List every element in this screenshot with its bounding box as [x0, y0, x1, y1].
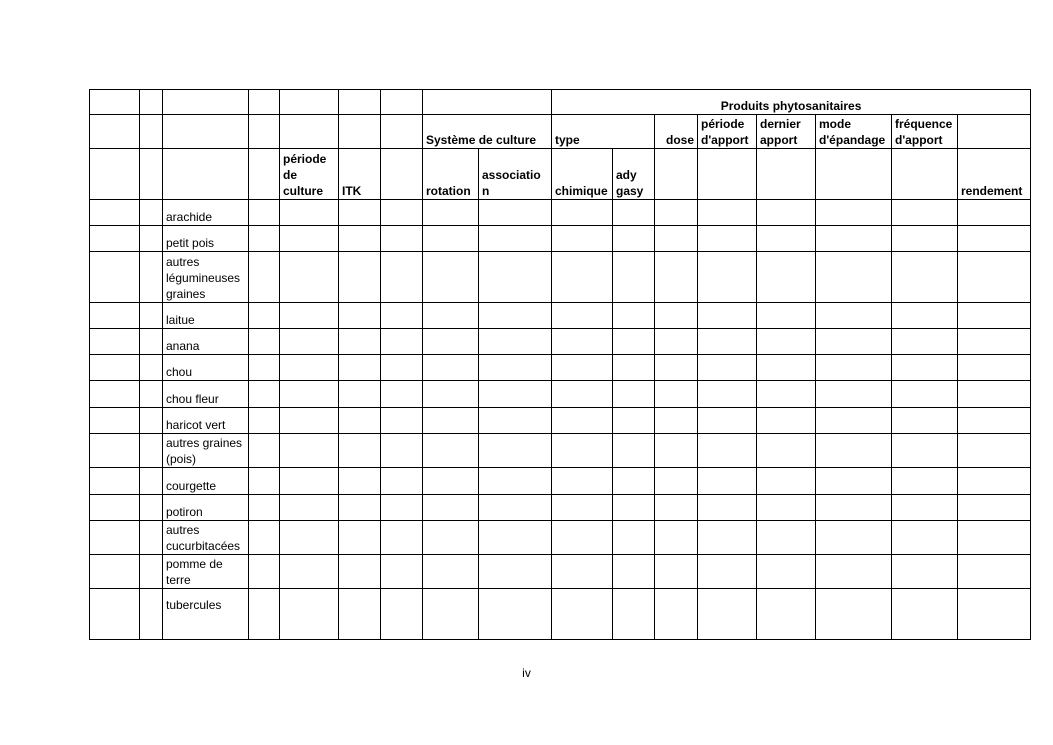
cell	[892, 468, 958, 495]
cell	[552, 408, 613, 434]
cell	[249, 115, 280, 149]
cell	[479, 252, 552, 303]
cell	[613, 434, 655, 468]
cell	[479, 355, 552, 381]
cell	[381, 329, 423, 355]
cell	[163, 115, 249, 149]
cell	[613, 226, 655, 252]
cell	[140, 589, 163, 640]
cell	[958, 115, 1031, 149]
cell	[816, 521, 892, 555]
cell	[280, 355, 339, 381]
header-row-1	[90, 90, 1031, 115]
cell	[613, 329, 655, 355]
cell	[613, 252, 655, 303]
table-row	[90, 495, 1031, 521]
header-ady-gasy: ady gasy	[613, 149, 655, 200]
cell	[140, 226, 163, 252]
cell	[479, 303, 552, 329]
cell	[552, 226, 613, 252]
header-periode-de-culture: période de culture	[280, 149, 339, 200]
cell	[249, 381, 280, 408]
cell	[479, 495, 552, 521]
cell	[816, 434, 892, 468]
cell	[249, 252, 280, 303]
cell	[423, 495, 479, 521]
cell	[958, 521, 1031, 555]
cell	[381, 252, 423, 303]
table-row	[90, 355, 1031, 381]
cell	[140, 381, 163, 408]
cell	[698, 329, 757, 355]
cell	[381, 521, 423, 555]
cell	[90, 555, 140, 589]
cell	[816, 226, 892, 252]
cell	[381, 303, 423, 329]
cell	[613, 555, 655, 589]
cell	[479, 589, 552, 640]
cell	[140, 355, 163, 381]
cell	[655, 381, 698, 408]
cell	[140, 555, 163, 589]
cell	[816, 252, 892, 303]
cell	[90, 303, 140, 329]
cell	[816, 408, 892, 434]
cell	[140, 303, 163, 329]
cell	[339, 252, 381, 303]
cell	[381, 555, 423, 589]
cell	[892, 434, 958, 468]
cell	[757, 226, 816, 252]
cell	[958, 434, 1031, 468]
header-association: association	[479, 149, 552, 200]
cell	[757, 149, 816, 200]
cell	[479, 555, 552, 589]
cell	[423, 468, 479, 495]
cell	[90, 408, 140, 434]
cell	[698, 381, 757, 408]
cell	[552, 521, 613, 555]
crop-name: petit pois	[163, 226, 249, 252]
cell	[613, 495, 655, 521]
cell	[816, 589, 892, 640]
cell	[698, 521, 757, 555]
cell	[698, 149, 757, 200]
cell	[816, 329, 892, 355]
cell	[655, 200, 698, 226]
header-frequence-apport: fréquence d'apport	[892, 115, 958, 149]
header-rotation: rotation	[423, 149, 479, 200]
cell	[280, 303, 339, 329]
cell	[479, 329, 552, 355]
cell	[381, 200, 423, 226]
cell	[339, 468, 381, 495]
cell	[339, 90, 381, 115]
cell	[90, 329, 140, 355]
cell	[140, 90, 163, 115]
cell	[552, 329, 613, 355]
cell	[339, 434, 381, 468]
cell	[892, 589, 958, 640]
cell	[552, 381, 613, 408]
table-row	[90, 303, 1031, 329]
cell	[479, 226, 552, 252]
cell	[698, 408, 757, 434]
cell	[958, 381, 1031, 408]
header-chimique: chimique	[552, 149, 613, 200]
cell	[280, 555, 339, 589]
cell	[958, 303, 1031, 329]
cell	[892, 408, 958, 434]
cell	[892, 149, 958, 200]
crop-name: anana	[163, 329, 249, 355]
cell	[757, 468, 816, 495]
cell	[90, 589, 140, 640]
cell	[280, 381, 339, 408]
cell	[140, 115, 163, 149]
crop-name: haricot vert	[163, 408, 249, 434]
cell	[958, 200, 1031, 226]
cell	[249, 329, 280, 355]
cell	[757, 495, 816, 521]
cell	[479, 468, 552, 495]
cell	[757, 252, 816, 303]
cell	[613, 589, 655, 640]
crop-name: autres cucurbitacées	[163, 521, 249, 555]
cell	[381, 408, 423, 434]
cell	[90, 200, 140, 226]
header-dernier-apport: dernier apport	[757, 115, 816, 149]
table-row	[90, 521, 1031, 555]
cell	[339, 555, 381, 589]
cell	[90, 226, 140, 252]
crop-name: arachide	[163, 200, 249, 226]
cell	[140, 200, 163, 226]
cell	[423, 355, 479, 381]
cell	[381, 495, 423, 521]
cell	[757, 200, 816, 226]
cell	[280, 589, 339, 640]
cell	[655, 329, 698, 355]
cell	[655, 468, 698, 495]
cell	[958, 329, 1031, 355]
crop-name: potiron	[163, 495, 249, 521]
cell	[816, 495, 892, 521]
cell	[280, 408, 339, 434]
cell	[90, 468, 140, 495]
cell	[892, 252, 958, 303]
cell	[698, 355, 757, 381]
header-periode-apport: période d'apport	[698, 115, 757, 149]
header-type: type	[552, 115, 655, 149]
header-row-2	[90, 115, 1031, 149]
cell	[381, 589, 423, 640]
cell	[140, 495, 163, 521]
cell	[892, 355, 958, 381]
cell	[698, 555, 757, 589]
cell	[280, 329, 339, 355]
cell	[698, 226, 757, 252]
cell	[90, 115, 140, 149]
cell	[655, 495, 698, 521]
cell	[249, 149, 280, 200]
cell	[90, 355, 140, 381]
cell	[339, 521, 381, 555]
cell	[958, 226, 1031, 252]
cell	[339, 200, 381, 226]
cell	[381, 355, 423, 381]
header-systeme-de-culture: Système de culture	[423, 115, 552, 149]
cell	[816, 303, 892, 329]
cell	[163, 90, 249, 115]
cell	[90, 252, 140, 303]
cell	[698, 434, 757, 468]
cell	[757, 408, 816, 434]
header-produits-phytosanitaires: Produits phytosanitaires	[552, 90, 1031, 115]
cell	[249, 408, 280, 434]
cell	[381, 434, 423, 468]
cell	[339, 408, 381, 434]
cell	[140, 521, 163, 555]
cell	[423, 381, 479, 408]
cell	[249, 555, 280, 589]
table-row	[90, 329, 1031, 355]
crop-name: tubercules	[163, 589, 249, 640]
cell	[552, 589, 613, 640]
cell	[163, 149, 249, 200]
cell	[552, 355, 613, 381]
cell	[892, 495, 958, 521]
cell	[816, 381, 892, 408]
cell	[140, 434, 163, 468]
cell	[757, 355, 816, 381]
crop-name: autres graines (pois)	[163, 434, 249, 468]
crop-name: chou fleur	[163, 381, 249, 408]
cell	[140, 252, 163, 303]
cell	[479, 521, 552, 555]
cell	[479, 434, 552, 468]
cell	[958, 589, 1031, 640]
cell	[892, 303, 958, 329]
cell	[90, 495, 140, 521]
crop-name: autres légumineuses graines	[163, 252, 249, 303]
cell	[892, 200, 958, 226]
table-row	[90, 589, 1031, 640]
cell	[655, 555, 698, 589]
cell	[423, 555, 479, 589]
crop-survey-table	[89, 89, 1031, 640]
cell	[757, 521, 816, 555]
header-mode-epandage: mode d'épandage	[816, 115, 892, 149]
cell	[613, 200, 655, 226]
cell	[423, 303, 479, 329]
cell	[613, 521, 655, 555]
cell	[958, 555, 1031, 589]
cell	[249, 226, 280, 252]
cell	[249, 303, 280, 329]
cell	[757, 329, 816, 355]
cell	[757, 381, 816, 408]
cell	[655, 355, 698, 381]
cell	[655, 434, 698, 468]
cell	[339, 115, 381, 149]
cell	[655, 408, 698, 434]
cell	[423, 90, 552, 115]
cell	[249, 200, 280, 226]
crop-name: chou	[163, 355, 249, 381]
cell	[280, 115, 339, 149]
cell	[698, 495, 757, 521]
cell	[339, 303, 381, 329]
page-number: iv	[522, 666, 531, 680]
cell	[339, 226, 381, 252]
table-row	[90, 226, 1031, 252]
cell	[381, 90, 423, 115]
cell	[249, 495, 280, 521]
cell	[140, 408, 163, 434]
cell	[892, 381, 958, 408]
cell	[249, 434, 280, 468]
cell	[339, 355, 381, 381]
cell	[423, 329, 479, 355]
cell	[280, 495, 339, 521]
cell	[423, 434, 479, 468]
cell	[757, 303, 816, 329]
cell	[90, 434, 140, 468]
crop-name: laitue	[163, 303, 249, 329]
cell	[958, 355, 1031, 381]
cell	[958, 408, 1031, 434]
table-row	[90, 252, 1031, 303]
cell	[552, 303, 613, 329]
cell	[90, 381, 140, 408]
cell	[90, 90, 140, 115]
cell	[381, 149, 423, 200]
header-rendement: rendement	[958, 149, 1031, 200]
cell	[140, 468, 163, 495]
cell	[339, 329, 381, 355]
cell	[423, 408, 479, 434]
cell	[280, 252, 339, 303]
cell	[140, 149, 163, 200]
cell	[892, 226, 958, 252]
cell	[816, 149, 892, 200]
cell	[423, 589, 479, 640]
cell	[423, 226, 479, 252]
cell	[381, 381, 423, 408]
cell	[655, 303, 698, 329]
table-row	[90, 468, 1031, 495]
header-dose: dose	[655, 115, 698, 149]
table-row	[90, 434, 1031, 468]
cell	[757, 555, 816, 589]
cell	[613, 303, 655, 329]
cell	[280, 226, 339, 252]
cell	[892, 555, 958, 589]
cell	[816, 355, 892, 381]
cell	[655, 521, 698, 555]
cell	[552, 434, 613, 468]
cell	[280, 90, 339, 115]
cell	[613, 381, 655, 408]
cell	[613, 355, 655, 381]
cell	[958, 252, 1031, 303]
cell	[249, 468, 280, 495]
cell	[552, 200, 613, 226]
cell	[381, 226, 423, 252]
cell	[249, 90, 280, 115]
cell	[280, 200, 339, 226]
cell	[698, 468, 757, 495]
cell	[698, 252, 757, 303]
cell	[249, 521, 280, 555]
cell	[655, 226, 698, 252]
cell	[280, 521, 339, 555]
table-row	[90, 408, 1031, 434]
cell	[698, 200, 757, 226]
cell	[90, 521, 140, 555]
cell	[698, 303, 757, 329]
cell	[655, 149, 698, 200]
cell	[816, 555, 892, 589]
table-row	[90, 200, 1031, 226]
cell	[613, 468, 655, 495]
cell	[280, 468, 339, 495]
cell	[479, 408, 552, 434]
cell	[958, 495, 1031, 521]
cell	[757, 434, 816, 468]
table-row	[90, 381, 1031, 408]
cell	[552, 252, 613, 303]
cell	[892, 329, 958, 355]
cell	[339, 495, 381, 521]
crop-name: courgette	[163, 468, 249, 495]
cell	[479, 381, 552, 408]
header-itk: ITK	[339, 149, 381, 200]
header-row-3	[90, 149, 1031, 200]
cell	[280, 434, 339, 468]
crop-name: pomme de terre	[163, 555, 249, 589]
cell	[613, 408, 655, 434]
cell	[892, 521, 958, 555]
cell	[423, 252, 479, 303]
cell	[698, 589, 757, 640]
cell	[757, 589, 816, 640]
cell	[423, 200, 479, 226]
cell	[339, 589, 381, 640]
cell	[479, 200, 552, 226]
cell	[816, 200, 892, 226]
cell	[552, 495, 613, 521]
cell	[249, 355, 280, 381]
cell	[381, 468, 423, 495]
cell	[552, 468, 613, 495]
cell	[381, 115, 423, 149]
cell	[958, 468, 1031, 495]
cell	[140, 329, 163, 355]
cell	[423, 521, 479, 555]
cell	[655, 589, 698, 640]
cell	[552, 555, 613, 589]
cell	[90, 149, 140, 200]
table-row	[90, 555, 1031, 589]
cell	[816, 468, 892, 495]
cell	[339, 381, 381, 408]
cell	[249, 589, 280, 640]
cell	[655, 252, 698, 303]
